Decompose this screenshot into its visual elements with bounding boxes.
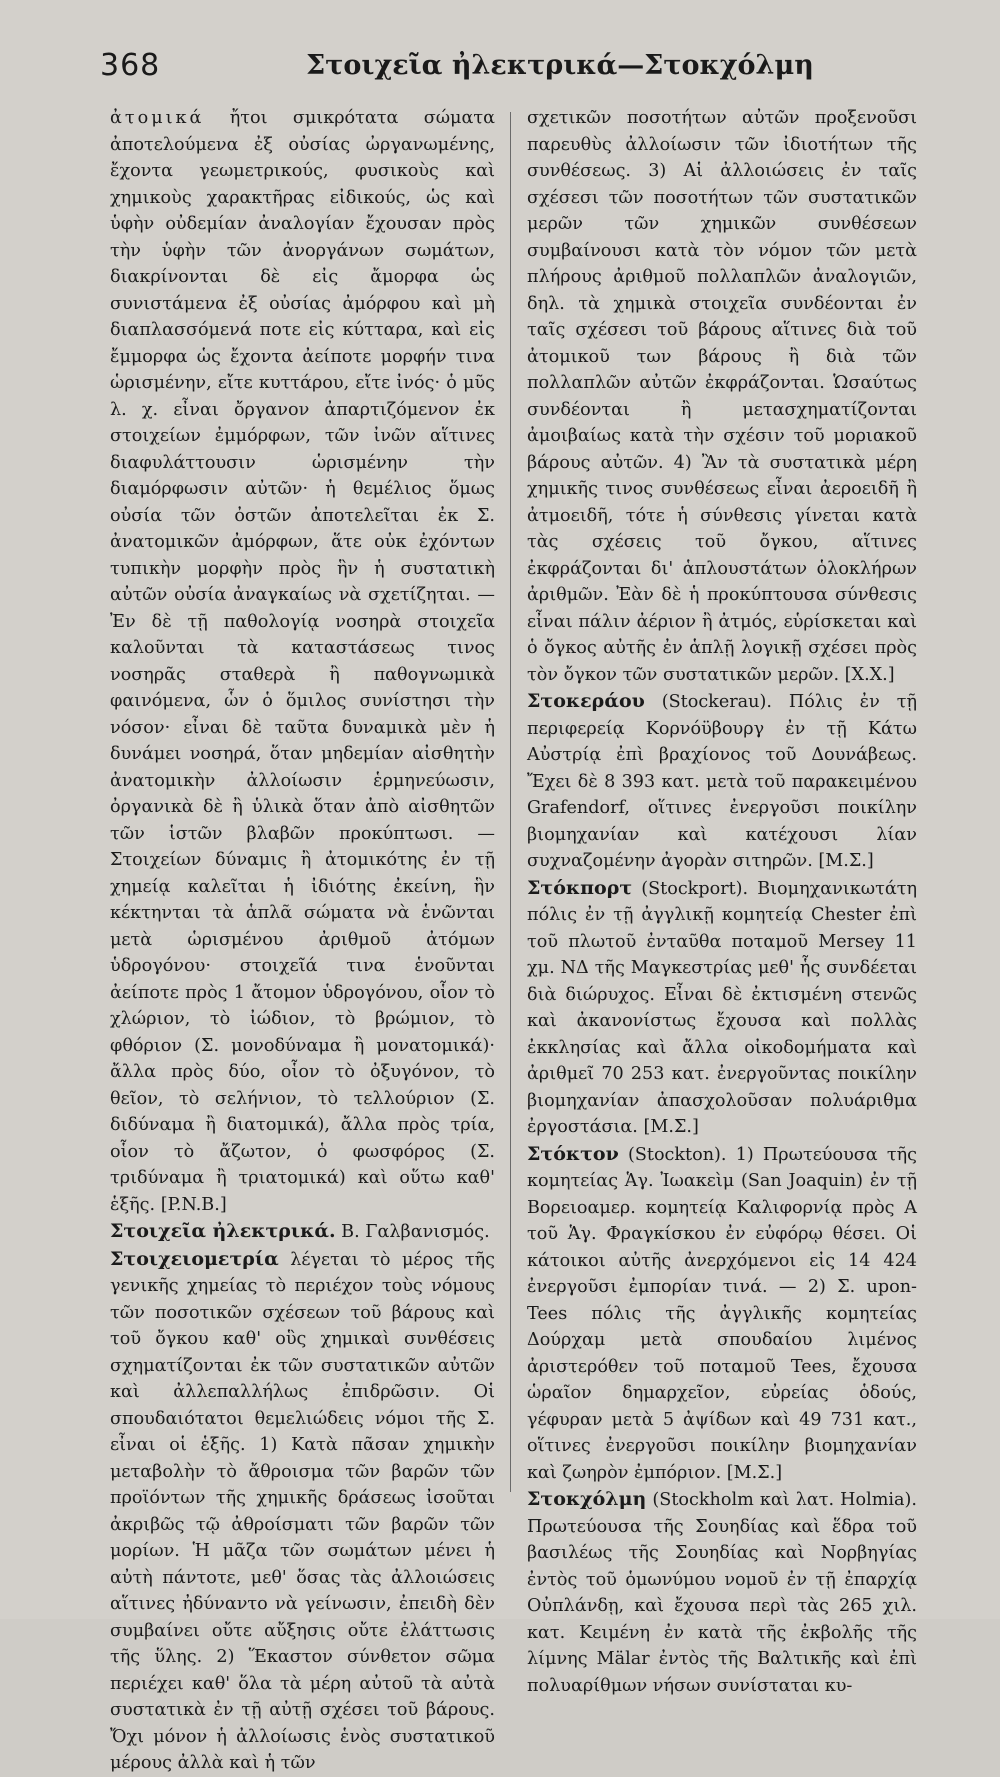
entry-text: (Stockerau). Πόλις ἐν τῇ περιφερείᾳ Κορνόϋβουργ ἐν τῇ Κάτω Αὐστρίᾳ ἐπὶ βραχίονος τοῦ Δουνάβεως. Ἔχει δὲ 8 393 κατ. μετὰ τοῦ παρακειμένου Grafendorf, οἵτινες ἐνεργοῦσι ποικίλην βιομηχανίαν καὶ κατέχουσι λίαν συχναζομένην ἀγορὰν σιτηρῶν. [Μ.Σ.] xyxy=(527,692,917,871)
entry-stockerau xyxy=(527,688,917,875)
entry-text: (Stockton). 1) Πρωτεύουσα τῆς κομητείας Ἁγ. Ἰωακεὶμ (San Joaquin) ἐν τῇ Βορειοαμερ. κομητείᾳ Καλιφορνίᾳ πρὸς Α τοῦ Ἁγ. Φραγκίσκου ἐν εὐφόρῳ θέσει. Οἱ κάτοικοι αὐτῆς ἀνερχόμενοι εἰς 14 424 ἐνεργοῦσι ἐμπορίαν τινά. — 2) Σ. upon-Tees πόλις τῆς ἀγγλικῆς κομητείας Δούρχαμ μετὰ σπουδαίου λιμένος ἀριστερόθεν τοῦ ποταμοῦ Tees, ἔχουσα ὡραῖον δημαρχεῖον, εὐρείας ὁδούς, γέφυραν μετὰ 5 ἀψίδων καὶ 49 731 κατ., οἵτινες ἐνεργοῦσι ποικίλην βιομηχανίαν καὶ ζωηρὸν ἐμπόριον. [Μ.Σ.] xyxy=(527,1144,917,1483)
left-column xyxy=(110,105,495,1773)
entry-headword: Στοκεράου xyxy=(527,690,645,712)
page-header xyxy=(0,44,1000,94)
entry-headword: Στόκτον xyxy=(527,1142,619,1165)
entry-stockton xyxy=(527,1141,917,1487)
entry-headword: Στοιχειομετρία xyxy=(110,1247,279,1270)
column-divider xyxy=(510,112,511,1492)
entry-text: σχετικῶν ποσοτήτων αὐτῶν προξενοῦσι παρευθὺς ἀλλοίωσιν τῶν ἰδιοτήτων τῆς συνθέσεως. 3) Αἱ ἀλλοιώσεις ἐν ταῖς σχέσεσι τῶν ποσοτήτων τῶν συστατικῶν μερῶν τῶν χημικῶν συνθέσεων συμβαίνουσι κατὰ τὸν νόμον τῶν μετὰ πλήρους ἀριθμοῦ πολλαπλῶν ἀναλογιῶν, δηλ. τὰ χημικὰ στοιχεῖα συνδέονται ἐν ταῖς σχέσεσι τοῦ βάρους αἵτινες διὰ τοῦ ἀτομικοῦ των βάρους ἢ διὰ τῶν πολλαπλῶν αὐτῶν ἐκφράζονται. Ὡσαύτως συνδέονται ἢ μετασχηματίζονται ἀμοιβαίως κατὰ τὴν σχέσιν τοῦ μοριακοῦ βάρους αὐτῶν. 4) Ἂν τὰ συστατικὰ μέρη χημικῆς τινος συνθέσεως εἶναι ἀεροειδῆ ἢ ἀτμοειδῆ, τότε ἡ σύνθεσις γίνεται κατὰ τὰς σχέσεις τοῦ ὄγκου, αἵτινες ἐκφράζονται δι' ἁπλουστάτων ὁλοκλήρων ἀριθμῶν. Ἐὰν δὲ ἡ προκύπτουσα σύνθεσις εἶναι πάλιν ἀέριον ἢ ἀτμός, εὑρίσκεται καὶ ὁ ὄγκος αὐτῆς ἐν ἁπλῇ λογικῇ σχέσει πρὸς τὸν ὄγκον τῶν συστατικῶν μερῶν. [Χ.Χ.] xyxy=(527,108,917,685)
entry-continuation xyxy=(527,105,917,688)
entry-headword: Στόκπορτ xyxy=(527,876,633,899)
entry-stoicheiometria xyxy=(110,1246,495,1777)
entry-text: (Stockport). Βιομηχανικωτάτη πόλις ἐν τῇ ἀγγλικῇ κομητείᾳ Chester ἐπὶ τοῦ πλωτοῦ ἐνταῦθα ποταμοῦ Mersey 11 χμ. ΝΔ τῆς Μαγκεστρίας μεθ' ἧς συνδέεται διὰ διώρυχος. Εἶναι δὲ ἐκτισμένη στενῶς καὶ ἀκανονίστως ἔχουσα καὶ πολλὰς ἐκκλησίας καὶ ἄλλα οἰκοδομήματα καὶ ἀριθμεῖ 70 253 κατ. ἐνεργοῦντας ποικίλην βιομηχανίαν ἀπασχολοῦσαν πολυάριθμα ἐργοστάσια. [Μ.Σ.] xyxy=(527,878,917,1137)
entry-text: (Stockholm καὶ λατ. Holmia). Πρωτεύουσα τῆς Σουηδίας καὶ ἕδρα τοῦ βασιλέως τῆς Σουηδίας καὶ Νορβηγίας ἐντὸς τοῦ ὁμωνύμου νομοῦ ἐν τῇ ἐπαρχίᾳ Οὐπλάνδῃ, καὶ ἔχουσα περὶ τὰς 265 χιλ. κατ. Κειμένη ἐν κατὰ τῆς ἐκβολῆς τῆς λίμνης Mälar ἐντὸς τῆς Βαλτικῆς καὶ ἐπὶ πολυαρίθμων νήσων συνίσταται κυ- xyxy=(527,1490,917,1696)
entry-stoicheia-anatomika xyxy=(110,105,495,1218)
right-column xyxy=(527,105,917,1696)
entry-stoicheia-elektrika xyxy=(110,1218,495,1246)
entry-text: Β. Γαλβανισμός. xyxy=(335,1222,490,1242)
running-head: Στοιχεῖα ἠλεκτρικά—Στοκχόλμη xyxy=(306,50,814,81)
entry-spaced-lead: ἀτομικά xyxy=(110,108,205,128)
entry-stockport xyxy=(527,875,917,1141)
entry-text: ἤτοι σμικρότατα σώματα ἀποτελούμενα ἐξ οὐσίας ὠργανωμένης, ἔχοντα γεωμετρικούς, φυσικοὺς καὶ χημικοὺς χαρακτῆρας εἰδικούς, ὡς καὶ ὑφὴν οὐδεμίαν ἀναλογίαν ἔχουσαν πρὸς τὴν ὑφὴν τῶν ἀνοργάνων σωμάτων, διακρίνονται δὲ εἰς ἄμορφα ὡς συνιστάμενα ἐξ οὐσίας ἀμόρφου καὶ μὴ διαπλασσόμενά ποτε εἰς κύτταρα, καὶ εἰς ἔμμορφα ὡς ἔχοντα ἀείποτε μορφήν τινα ὡρισμένην, εἴτε κυττάρου, εἴτε ἰνός· ὁ μῦς λ. χ. εἶναι ὄργανον ἀπαρτιζόμενον ἐκ στοιχείων ἐμμόρφων, τῶν ἰνῶν αἵτινες διαφυλάττουσιν ὡρισμένην τὴν διαμόρφωσιν αὐτῶν· ἡ θεμέλιος ὅμως οὐσία τῶν ὀστῶν ἀποτελεῖται ἐκ Σ. ἀνατομικῶν ἀμόρφων, ἅτε οὐκ ἐχόντων τυπικὴν μορφὴν πρὸς ἣν ἡ συστατικὴ αὐτῶν οὐσία ἀναγκαίως νὰ σχετίζηται. — Ἐν δὲ τῇ παθολογίᾳ νοσηρὰ στοιχεῖα καλοῦνται τὰ καταστάσεως τινος νοσηρᾶς σταθερὰ ἢ παθογνωμικὰ φαινόμενα, ὧν ὁ ὅμιλος συνίστησι τὴν νόσον· εἶναι δὲ ταῦτα δυναμικὰ μὲν ἡ δυνάμει νοσηρά, ὅταν μηδεμίαν αἰσθητὴν ἀνατομικὴν ἀλλοίωσιν ἑρμηνεύωσιν, ὀργανικὰ δὲ ἢ ὑλικὰ ὅταν ἀπὸ αἰσθητῶν τῶν ἱστῶν βλαβῶν προκύπτωσι. — Στοιχείων δύναμις ἢ ἀτομικότης ἐν τῇ χημείᾳ καλεῖται ἡ ἰδιότης ἐκείνη, ἣν κέκτηνται τὰ ἁπλᾶ σώματα νὰ ἑνῶνται μετὰ ὡρισμένου ἀριθμοῦ ἀτόμων ὑδρογόνου· στοιχεῖά τινα ἑνοῦνται ἀείποτε πρὸς 1 ἄτομον ὑδρογόνου, οἷον τὸ χλώριον, τὸ ἰώδιον, τὸ βρώμιον, τὸ φθόριον (Σ. μονοδύναμα ἢ μονατομικά)· ἄλλα πρὸς δύο, οἷον τὸ ὀξυγόνον, τὸ θεῖον, τὸ σελήνιον, τὸ τελλούριον (Σ. διδύναμα ἢ διατομικά), ἄλλα πρὸς τρία, οἷον τὸ ἄζωτον, ὁ φωσφόρος (Σ. τριδύναμα ἢ τριατομικά) καὶ οὕτω καθ' ἑξῆς. [P.N.B.] xyxy=(110,108,495,1215)
entry-headword: Στοιχεῖα ἠλεκτρικά. xyxy=(110,1220,336,1242)
entry-text: λέγεται τὸ μέρος τῆς γενικῆς χημείας τὸ περιέχον τοὺς νόμους τῶν ποσοτικῶν σχέσεων τοῦ βάρους καὶ τοῦ ὄγκου καθ' οὓς χημικαὶ συνθέσεις σχηματίζονται ἐκ τῶν συστατικῶν αὐτῶν καὶ ἀλλεπαλλήλως ἐπιδρῶσιν. Οἱ σπουδαιότατοι θεμελιώδεις νόμοι τῆς Σ. εἶναι οἱ ἑξῆς. 1) Κατὰ πᾶσαν χημικὴν μεταβολὴν τὸ ἄθροισμα τῶν βαρῶν τῶν προϊόντων τῆς χημικῆς δράσεως ἰσοῦται ἀκριβῶς τῷ ἀθροίσματι τῶν βαρῶν τῶν μορίων. Ἡ μᾶζα τῶν σωμάτων μένει ἡ αὐτὴ πάντοτε, μεθ' ὅσας τὰς ἀλλοιώσεις αἵτινες ἠδύναντο νὰ γείνωσιν, ἐπειδὴ δὲν συμβαίνει οὔτε αὔξησις οὔτε ἐλάττωσις τῆς ὕλης. 2) Ἕκαστον σύνθετον σῶμα περιέχει καθ' ὅλα τὰ μέρη αὐτοῦ τὰ αὐτὰ συστατικὰ ἐν τῇ αὐτῇ σχέσει τοῦ βάρους. Ὄχι μόνον ἡ ἀλλοίωσις ἑνὸς συστατικοῦ μέρους ἀλλὰ καὶ ἡ τῶν xyxy=(110,1249,495,1773)
page-number: 368 xyxy=(100,48,161,83)
entry-headword: Στοκχόλμη xyxy=(527,1488,647,1510)
entry-stockholm xyxy=(527,1486,917,1699)
